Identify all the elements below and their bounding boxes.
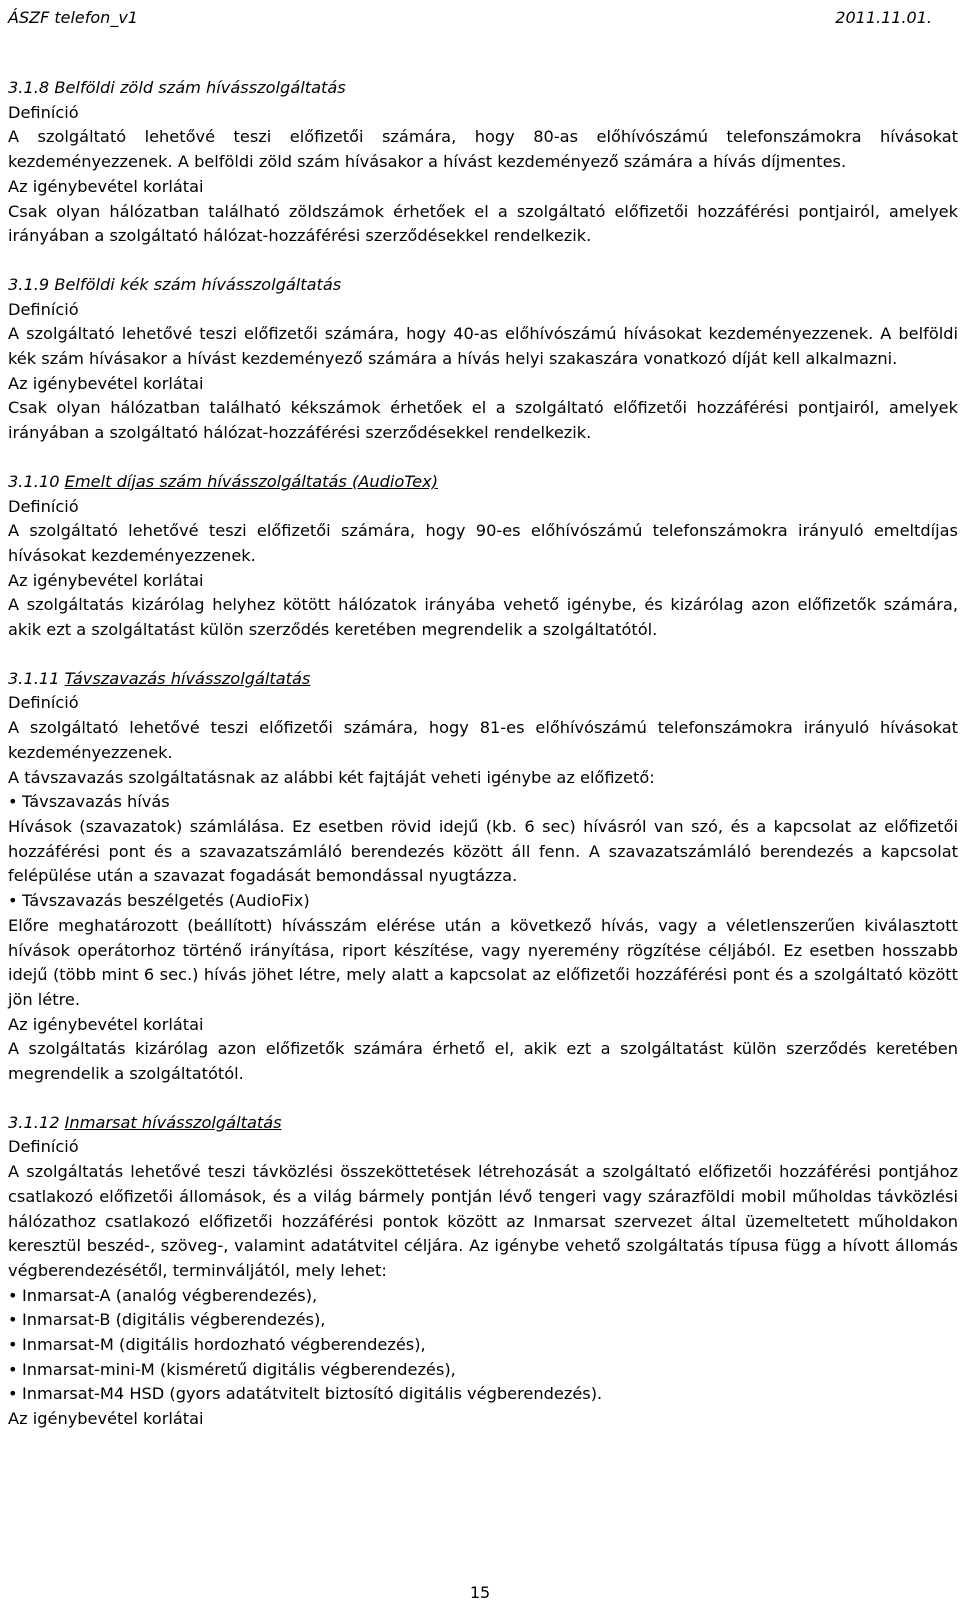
section-number: 3.1.12 [8, 1112, 60, 1132]
document-body [8, 76, 958, 1456]
definition-heading: Definíció [8, 496, 79, 516]
service-types-intro: A távszavazás szolgáltatásnak az alábbi két fajtáját veheti igénybe az előfizető: [8, 767, 655, 787]
limits-heading: Az igénybevétel korlátai [8, 373, 204, 393]
bullet-label: Távszavazás hívás [22, 792, 170, 812]
list-item [8, 1382, 958, 1407]
section-3-1-10 [8, 470, 958, 643]
definition-text: A szolgáltatás lehetővé teszi távközlési összeköttetések létrehozását a szolgáltató előfizetői hozzáférési pontjához csatlakozó előfizetői állomások, és a világ bármely pontján lévő tengeri vagy szárazföldi mobil műholdas távközlési hálózathoz csatlakozó előfizetői hozzáférési pontok között az Inmarsat szervezet által üzemeltetett műholdakon keresztül beszéd-, szöveg-, valamint adatátvitel céljára. Az igénybe vehető szolgáltatás típusa függ a hívott állomás végberendezésétől, terminváljától, mely lehet: [8, 1162, 958, 1280]
list-item [8, 889, 958, 914]
list-item [8, 1358, 958, 1383]
list-item-text: Inmarsat-B (digitális végberendezés), [22, 1310, 326, 1330]
limits-text: A szolgáltatás kizárólag helyhez kötött hálózatok irányába vehető igénybe, és kizárólag azon előfizetők számára, akik ezt a szolgáltatást külön szerződés keretében megrendelik a szolgáltatótól. [8, 595, 958, 640]
definition-text: A szolgáltató lehetővé teszi előfizetői számára, hogy 90-es előhívószámú telefonszámokra irányuló emeltdíjas hívásokat kezdeményezzenek. [8, 521, 958, 565]
page-number: 15 [469, 1583, 491, 1602]
list-item-text: Inmarsat-A (analóg végberendezés), [22, 1285, 318, 1305]
limits-heading: Az igénybevétel korlátai [8, 570, 204, 590]
limits-heading: Az igénybevétel korlátai [8, 176, 204, 196]
section-3-1-12 [8, 1111, 958, 1432]
header-date: 2011.11.01. [835, 8, 932, 27]
list-item-text: Inmarsat-mini-M (kisméretű digitális végberendezés), [22, 1359, 456, 1379]
list-item-text: Inmarsat-M4 HSD (gyors adatátvitelt biztosító digitális végberendezés). [22, 1384, 603, 1404]
section-title-text: Inmarsat hívásszolgáltatás [64, 1112, 282, 1132]
definition-heading: Definíció [8, 299, 79, 319]
definition-heading: Definíció [8, 693, 79, 713]
section-number: 3.1.11 [8, 668, 60, 688]
section-title [8, 76, 958, 101]
section-title [8, 273, 958, 298]
definition-heading: Definíció [8, 102, 79, 122]
limits-heading: Az igénybevétel korlátai [8, 1014, 204, 1034]
limits-text: Csak olyan hálózatban található kékszámok érhetőek el a szolgáltató előfizetői hozzáférési pontjairól, amelyek irányában a szolgáltató hálózat-hozzáférési szerződésekkel rendelkezik. [8, 398, 958, 443]
bullet-description: Előre meghatározott (beállított) hívásszám elérése után a következő hívás, vagy a véletlenszerűen kiválasztott hívások operátorhoz történő irányítása, riport készítése, vagy nyeremény rögzítése céljából. Ez esetben hosszabb idejű (több mint 6 sec.) hívás jöhet létre, mely alatt a kapcsolat az előfizetői hozzáférési pont és a szolgáltató között jön létre. [8, 915, 958, 1009]
section-title-text: Belföldi zöld szám hívásszolgáltatás [54, 78, 346, 97]
bullet-description: Hívások (szavazatok) számlálása. Ez esetben rövid idejű (kb. 6 sec) hívásról van szó, és a kapcsolat az előfizetői hozzáférési pont és a szavazatszámláló berendezés között áll fenn. A szavazatszámláló berendezés a kapcsolat felépülése után a szavazat fogadását bemondással nyugtázza. [8, 816, 958, 886]
section-3-1-11 [8, 667, 958, 1087]
list-item [8, 1284, 958, 1309]
limits-heading: Az igénybevétel korlátai [8, 1409, 204, 1429]
limits-text: A szolgáltatás kizárólag azon előfizetők számára érhető el, akik ezt a szolgáltatást külön szerződés keretében megrendelik a szolgáltatótól. [8, 1039, 958, 1084]
header-document-name: ÁSZF telefon_v1 [8, 8, 138, 27]
bullet-icon: • [8, 792, 18, 812]
section-title [8, 470, 958, 495]
section-title-text: Emelt díjas szám hívásszolgáltatás (AudioTex) [64, 471, 439, 491]
bullet-icon: • [8, 891, 18, 911]
definition-text: A szolgáltató lehetővé teszi előfizetői számára, hogy 40-as előhívószámú hívásokat kezdeményezzenek. A belföldi kék szám hívásakor a hívást kezdeményező számára a hívás helyi szakaszára vonatkozó díját kell alkalmazni. [8, 324, 958, 369]
limits-text: Csak olyan hálózatban található zöldszámok érhetőek el a szolgáltató előfizetői hozzáférési pontjairól, amelyek irányában a szolgáltató hálózat-hozzáférési szerződésekkel rendelkezik. [8, 201, 958, 246]
bullet-icon: • [8, 1285, 18, 1305]
bullet-icon: • [8, 1359, 18, 1379]
section-3-1-9 [8, 273, 958, 446]
list-item [8, 790, 958, 815]
list-item [8, 1308, 958, 1333]
section-title-text: Távszavazás hívásszolgáltatás [64, 668, 311, 688]
section-number: 3.1.10 [8, 471, 60, 491]
list-item-text: Inmarsat-M (digitális hordozható végberendezés), [22, 1335, 426, 1355]
bullet-label: Távszavazás beszélgetés (AudioFix) [22, 891, 310, 911]
definition-heading: Definíció [8, 1137, 79, 1157]
definition-text: A szolgáltató lehetővé teszi előfizetői számára, hogy 80-as előhívószámú telefonszámokra hívásokat kezdeményezzenek. A belföldi zöld szám hívásakor a hívást kezdeményező számára a hívás díjmentes. [8, 127, 958, 172]
definition-text: A szolgáltató lehetővé teszi előfizetői számára, hogy 81-es előhívószámú telefonszámokra irányuló hívásokat kezdeményezzenek. [8, 718, 958, 762]
bullet-icon: • [8, 1384, 18, 1404]
section-number: 3.1.8 [8, 78, 50, 97]
section-number: 3.1.9 [8, 274, 50, 294]
section-title [8, 1111, 958, 1136]
section-3-1-8 [8, 76, 958, 249]
list-item [8, 1333, 958, 1358]
section-title-text: Belföldi kék szám hívásszolgáltatás [54, 274, 342, 294]
page-header [8, 4, 932, 32]
bullet-icon: • [8, 1310, 18, 1330]
section-title [8, 667, 958, 692]
bullet-icon: • [8, 1335, 18, 1355]
